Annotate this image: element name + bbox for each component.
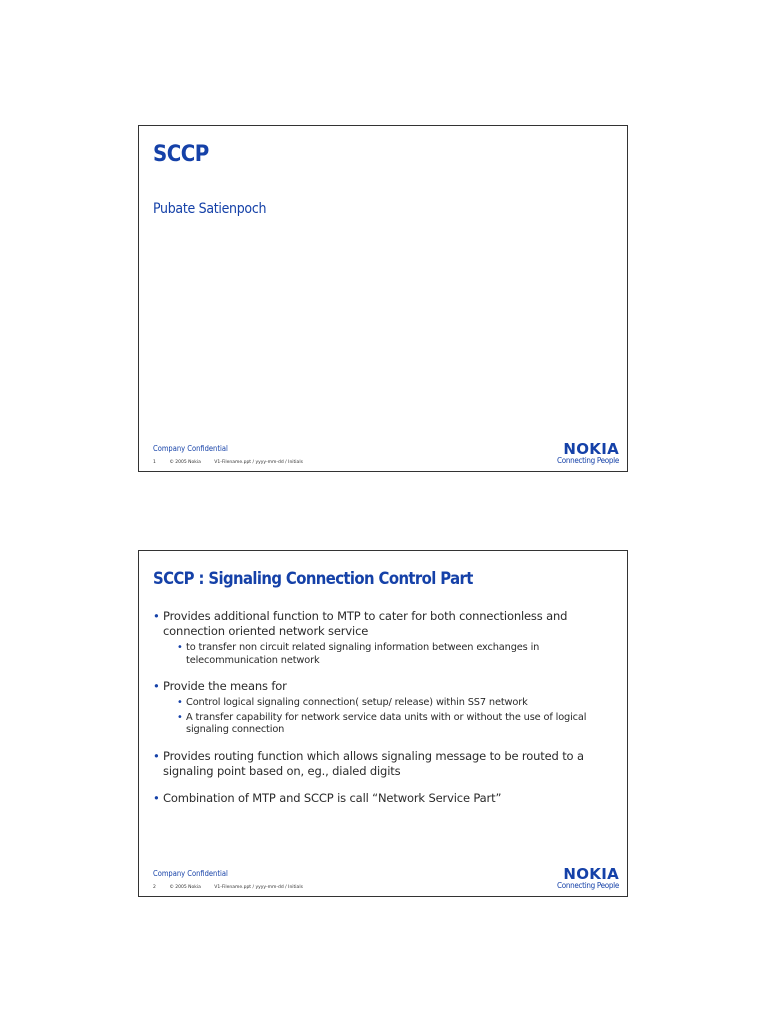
- presenter-name: Pubate Satienpoch: [153, 201, 267, 217]
- copyright-text: © 2005 Nokia: [169, 460, 201, 465]
- logo-tagline: Connecting People: [557, 456, 619, 465]
- file-info: V1-Filename.ppt / yyyy-mm-dd / Initials: [214, 885, 303, 890]
- slide-title: SCCP: [153, 142, 209, 167]
- bullet-item: [153, 609, 623, 667]
- file-info: V1-Filename.ppt / yyyy-mm-dd / Initials: [214, 460, 303, 465]
- bullet-item: [153, 791, 623, 806]
- company-confidential-label: Company Confidential: [153, 444, 228, 453]
- slide-2: [138, 550, 628, 897]
- sub-bullet-item: • A transfer capability for network service data units with or without the use of logical signaling connection: [177, 712, 623, 737]
- footer-meta: [153, 460, 315, 465]
- sub-bullet-item: • to transfer non circuit related signaling information between exchanges in telecommunication network: [177, 642, 623, 667]
- slide-number: 1: [153, 460, 156, 465]
- slide-content: [153, 609, 623, 818]
- slide-title: SCCP : Signaling Connection Control Part: [153, 569, 473, 588]
- slide-number: 2: [153, 885, 156, 890]
- company-confidential-label: Company Confidential: [153, 869, 228, 878]
- nokia-logo: [557, 867, 619, 890]
- sub-bullet-list: [163, 697, 623, 737]
- bullet-item: [153, 749, 623, 779]
- bullet-text: Combination of MTP and SCCP is call “Network Service Part”: [163, 790, 502, 805]
- bullet-text: Provides routing function which allows signaling message to be routed to a signaling point based on, eg., dialed digits: [163, 748, 584, 778]
- logo-name: NOKIA: [563, 865, 619, 883]
- nokia-logo: [557, 442, 619, 465]
- sub-bullet-item: • Control logical signaling connection( setup/ release) within SS7 network: [177, 697, 623, 710]
- sub-bullet-list: [163, 642, 623, 667]
- bullet-text: Provides additional function to MTP to cater for both connectionless and connection oriented network service: [163, 609, 568, 638]
- footer-meta: [153, 885, 315, 890]
- copyright-text: © 2005 Nokia: [169, 885, 201, 890]
- bullet-text: Provide the means for: [163, 679, 287, 693]
- logo-tagline: Connecting People: [557, 881, 619, 890]
- bullet-item: [153, 679, 623, 737]
- logo-name: NOKIA: [563, 440, 619, 458]
- slide-1: [138, 125, 628, 472]
